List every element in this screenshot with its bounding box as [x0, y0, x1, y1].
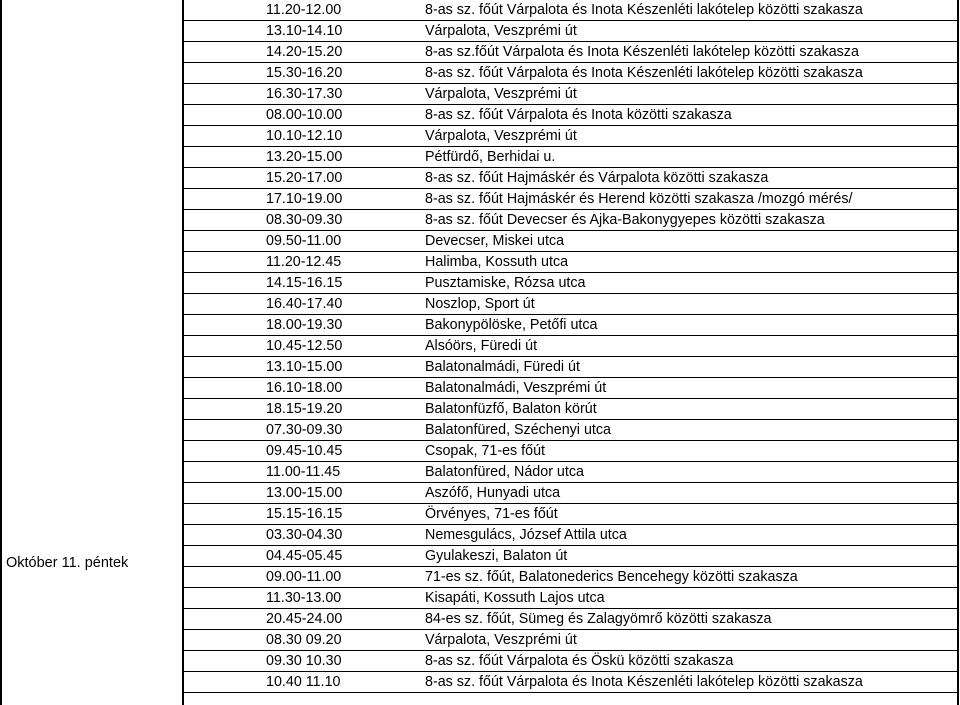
location-cell: Csopak, 71-es főút	[415, 441, 958, 462]
table-row	[183, 336, 958, 357]
table-row	[183, 651, 958, 672]
location-cell: Alsóörs, Füredi út	[415, 336, 958, 357]
time-cell: 10.40 11.10	[183, 672, 415, 693]
time-cell: 17.10-19.00	[183, 189, 415, 210]
right-border	[957, 0, 959, 705]
location-cell: Halimba, Kossuth utca	[415, 252, 958, 273]
table-row	[183, 399, 958, 420]
time-cell: 16.40-17.40	[183, 294, 415, 315]
table-row	[183, 63, 958, 84]
location-cell: 84-es sz. főút, Sümeg és Zalagyömrő közötti szakasza	[415, 609, 958, 630]
left-border	[0, 0, 2, 705]
table-row	[183, 105, 958, 126]
schedule-table	[183, 0, 958, 693]
location-cell: Örvényes, 71-es főút	[415, 504, 958, 525]
location-cell: Várpalota, Veszprémi út	[415, 21, 958, 42]
location-cell: 71-es sz. főút, Balatonederics Bencehegy közötti szakasza	[415, 567, 958, 588]
location-cell: Balatonfüred, Nádor utca	[415, 462, 958, 483]
table-row	[183, 168, 958, 189]
location-cell: Balatonalmádi, Veszprémi út	[415, 378, 958, 399]
table-row	[183, 42, 958, 63]
table-row	[183, 126, 958, 147]
time-cell: 11.20-12.45	[183, 252, 415, 273]
table-row	[183, 252, 958, 273]
location-cell: Balatonfüred, Széchenyi utca	[415, 420, 958, 441]
time-cell: 13.00-15.00	[183, 483, 415, 504]
schedule-rows	[183, 0, 958, 693]
time-cell: 11.30-13.00	[183, 588, 415, 609]
time-cell: 13.10-15.00	[183, 357, 415, 378]
table-row	[183, 504, 958, 525]
table-row	[183, 273, 958, 294]
table-row	[183, 525, 958, 546]
date-column-divider	[182, 0, 184, 705]
location-cell: Balatonalmádi, Füredi út	[415, 357, 958, 378]
time-cell: 15.15-16.15	[183, 504, 415, 525]
time-cell: 08.00-10.00	[183, 105, 415, 126]
location-cell: 8-as sz. főút Várpalota és Inota Készenléti lakótelep közötti szakasza	[415, 672, 958, 693]
date-label: Október 11. péntek	[6, 555, 129, 571]
time-cell: 07.30-09.30	[183, 420, 415, 441]
location-cell: Kisapáti, Kossuth Lajos utca	[415, 588, 958, 609]
time-cell: 15.30-16.20	[183, 63, 415, 84]
table-row	[183, 294, 958, 315]
time-cell: 15.20-17.00	[183, 168, 415, 189]
table-row	[183, 462, 958, 483]
location-cell: 8-as sz. főút Várpalota és Inota közötti szakasza	[415, 105, 958, 126]
table-row	[183, 546, 958, 567]
location-cell: Várpalota, Veszprémi út	[415, 630, 958, 651]
time-cell: 08.30-09.30	[183, 210, 415, 231]
time-cell: 08.30 09.20	[183, 630, 415, 651]
table-row	[183, 231, 958, 252]
time-cell: 04.45-05.45	[183, 546, 415, 567]
location-cell: 8-as sz.főút Várpalota és Inota Készenléti lakótelep közötti szakasza	[415, 42, 958, 63]
table-row	[183, 147, 958, 168]
table-row	[183, 378, 958, 399]
time-cell: 09.50-11.00	[183, 231, 415, 252]
table-row	[183, 21, 958, 42]
location-cell: Bakonypölöske, Petőfi utca	[415, 315, 958, 336]
time-cell: 16.10-18.00	[183, 378, 415, 399]
table-row	[183, 357, 958, 378]
location-cell: Noszlop, Sport út	[415, 294, 958, 315]
date-cell	[0, 0, 183, 705]
time-cell: 18.15-19.20	[183, 399, 415, 420]
time-cell: 10.45-12.50	[183, 336, 415, 357]
location-cell: Balatonfüzfő, Balaton körút	[415, 399, 958, 420]
time-cell: 18.00-19.30	[183, 315, 415, 336]
table-row	[183, 567, 958, 588]
table-row	[183, 483, 958, 504]
time-cell: 13.20-15.00	[183, 147, 415, 168]
location-cell: Nemesgulács, József Attila utca	[415, 525, 958, 546]
table-row	[183, 84, 958, 105]
location-cell: 8-as sz. főút Devecser és Ajka-Bakonygyepes közötti szakasza	[415, 210, 958, 231]
time-cell: 11.00-11.45	[183, 462, 415, 483]
time-cell: 09.45-10.45	[183, 441, 415, 462]
table-row	[183, 630, 958, 651]
time-cell: 20.45-24.00	[183, 609, 415, 630]
location-cell: 8-as sz. főút Várpalota és Inota Készenléti lakótelep közötti szakasza	[415, 63, 958, 84]
table-row	[183, 588, 958, 609]
time-cell: 11.20-12.00	[183, 0, 415, 21]
time-cell: 09.30 10.30	[183, 651, 415, 672]
location-cell: 8-as sz. főút Hajmáskér és Várpalota közötti szakasza	[415, 168, 958, 189]
location-cell: 8-as sz. főút Hajmáskér és Herend közötti szakasza /mozgó mérés/	[415, 189, 958, 210]
location-cell: Aszófő, Hunyadi utca	[415, 483, 958, 504]
time-cell: 16.30-17.30	[183, 84, 415, 105]
location-cell: 8-as sz. főút Várpalota és Öskü közötti szakasza	[415, 651, 958, 672]
table-row	[183, 609, 958, 630]
table-row	[183, 420, 958, 441]
location-cell: Várpalota, Veszprémi út	[415, 126, 958, 147]
time-cell: 09.00-11.00	[183, 567, 415, 588]
location-cell: Pusztamiske, Rózsa utca	[415, 273, 958, 294]
table-row	[183, 189, 958, 210]
location-cell: Pétfürdő, Berhidai u.	[415, 147, 958, 168]
table-row	[183, 0, 958, 21]
time-cell: 14.20-15.20	[183, 42, 415, 63]
table-row	[183, 315, 958, 336]
location-cell: Devecser, Miskei utca	[415, 231, 958, 252]
location-cell: 8-as sz. főút Várpalota és Inota Készenléti lakótelep közötti szakasza	[415, 0, 958, 21]
table-row	[183, 672, 958, 693]
time-cell: 03.30-04.30	[183, 525, 415, 546]
table-row	[183, 441, 958, 462]
time-cell: 10.10-12.10	[183, 126, 415, 147]
table-row	[183, 210, 958, 231]
time-cell: 13.10-14.10	[183, 21, 415, 42]
location-cell: Gyulakeszi, Balaton út	[415, 546, 958, 567]
location-cell: Várpalota, Veszprémi út	[415, 84, 958, 105]
time-cell: 14.15-16.15	[183, 273, 415, 294]
